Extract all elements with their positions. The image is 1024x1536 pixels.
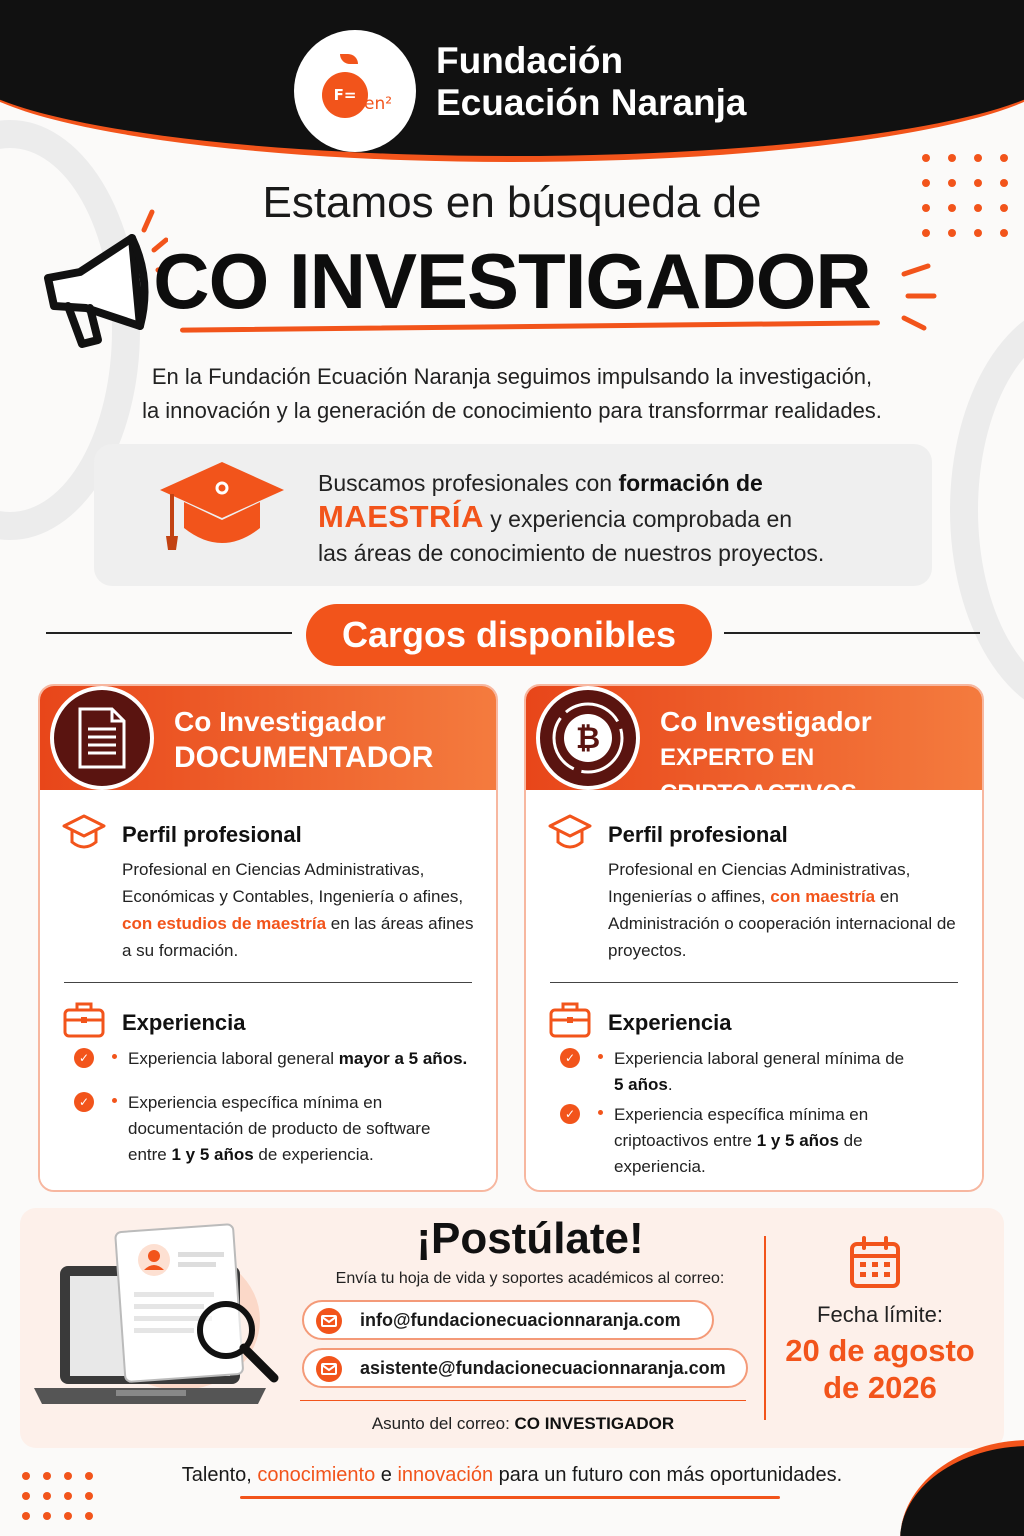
perfil-title: Perfil profesional [608,822,788,847]
graduation-cap-outline-icon [548,812,592,852]
footer-highlight: conocimiento [257,1464,376,1486]
mail-icon [316,1356,342,1382]
exp2-bold: 1 y 5 años [756,1131,839,1150]
perfil-text [122,856,482,964]
document-icon [76,707,128,769]
org-name-line2: Ecuación Naranja [436,82,747,123]
apply-separator [300,1400,746,1401]
logo-mark: F= [322,72,368,118]
mail-icon [316,1308,342,1334]
intro-line2: la innovación y la generación de conocimiento para transforrmar realidades. [142,398,882,423]
exp2-pre: Experiencia específica mínima en criptoactivos entre [614,1105,869,1150]
experiencia-title: Experiencia [608,1010,732,1035]
footer-word: e [375,1464,398,1486]
experience-text [614,1046,914,1098]
card-title-line2: EXPERTO EN [660,744,815,771]
card-separator [64,982,472,983]
sparks-icon [890,262,950,332]
maestria-part2: y experiencia comprobada en [483,506,793,532]
apply-title: ¡Postúlate! [416,1214,644,1263]
intro-line1: En la Fundación Ecuación Naranja seguimos impulsando la investigación, [151,364,873,389]
bitcoin-icon [550,700,626,776]
footer-tagline [0,1464,1024,1487]
exp2-post: de experiencia. [614,1131,863,1176]
card-icon-wrap [50,686,154,790]
subject-label: Asunto del correo: [371,1414,515,1433]
exp1-pre: Experiencia laboral general [128,1049,339,1068]
deadline-label: Fecha límite: [817,1302,943,1327]
experience-text [128,1090,468,1168]
footer-word: Talento, [181,1464,258,1486]
section-title: Cargos disponibles [306,604,712,666]
email-link-info[interactable] [302,1300,714,1340]
logo [294,30,416,152]
perfil-text-highlight: con maestría [770,887,876,906]
card-icon-wrap [536,686,640,790]
perfil-text [608,856,968,964]
footer-highlight: innovación [397,1464,494,1486]
bullet [112,1098,117,1103]
footer-word: para un futuro con más oportunidades. [493,1464,843,1486]
org-name [436,40,747,124]
email-link-asistente[interactable] [302,1348,748,1388]
bullet [112,1054,117,1059]
footer-underline [240,1496,780,1499]
deadline-line1: 20 de agosto [785,1333,975,1368]
perfil-text-pre: Profesional en Ciencias Administrativas, Económicas y Contables, Ingeniería o afines, [122,860,464,906]
graduation-cap-outline-icon [62,812,106,852]
bg-ring-right [950,300,1024,720]
org-name-line1: Fundación [436,40,624,81]
page-title: CO INVESTIGADOR [153,237,871,325]
check-icon: ✓ [560,1104,580,1124]
corner-decoration [900,1440,1024,1536]
svg-text:₿: ₿ [575,721,601,756]
card-body [526,790,982,1190]
maestria-part1: Buscamos profesionales con [318,470,619,496]
email-address: info@fundacionecuacionnaranja.com [360,1310,681,1330]
deadline-value [780,1332,980,1406]
experience-text [614,1102,904,1180]
card-separator [550,982,958,983]
exp1-bold: 5 años [614,1075,668,1094]
exp2-bold: 1 y 5 años [171,1145,254,1164]
experiencia-title: Experiencia [122,1010,246,1035]
graduation-cap-icon [158,458,288,558]
perfil-text-pre: Profesional en Ciencias Administrativas, Ingenierías o affines, [608,860,911,906]
card-title-line1: Co Investigador [174,706,386,737]
check-icon: ✓ [560,1048,580,1068]
bullet [598,1054,603,1059]
briefcase-icon [548,1000,592,1040]
calendar-icon [848,1236,902,1290]
maestria-part3: las áreas de conocimiento de nuestros proyectos. [318,540,825,566]
card-title [174,704,433,776]
deadline-line2: de 2026 [823,1370,937,1405]
perfil-text-post: en las áreas afines a su formación. [122,914,474,960]
exp1-pre: Experiencia laboral general mínima de [614,1049,905,1068]
card-criptoactivos [524,684,984,1192]
briefcase-icon [62,1000,106,1040]
leaf-icon [340,54,358,64]
maestria-part1-bold: formación de [618,470,763,496]
card-body [40,790,496,1190]
check-icon: ✓ [74,1092,94,1112]
divider-left [46,632,292,634]
email-address: asistente@fundacionecuacionnaranja.com [360,1358,726,1378]
title-prefix: Estamos en búsqueda de [262,178,762,227]
perfil-text-highlight: con estudios de maestría [122,914,327,933]
exp2-pre: Experiencia específica mínima en documentación de producto de software entre [128,1093,431,1164]
email-subject [300,1414,746,1434]
card-title-line2: DOCUMENTADOR [174,741,434,774]
perfil-text-post: en Administración o cooperación internacional de proyectos. [608,887,956,960]
exp1-bold: mayor a 5 años. [338,1049,468,1068]
bullet [598,1110,603,1115]
exp2-post: de experiencia. [253,1145,374,1164]
experience-text [128,1046,498,1072]
card-title-line1: Co Investigador [660,706,872,737]
maestria-highlight: MAESTRÍA [318,499,484,534]
check-icon: ✓ [74,1048,94,1068]
logo-suffix: en² [364,94,393,114]
vertical-separator [764,1236,766,1420]
card-documentador [38,684,498,1192]
subject-value: CO INVESTIGADOR [514,1414,675,1433]
apply-instruction: Envía tu hoja de vida y soportes académicos al correo: [335,1270,725,1287]
divider-right [724,632,980,634]
laptop-cv-illustration [30,1220,290,1410]
intro-text [100,360,924,428]
maestria-text [318,466,908,570]
perfil-title: Perfil profesional [122,822,302,847]
exp1-post: . [667,1075,673,1094]
